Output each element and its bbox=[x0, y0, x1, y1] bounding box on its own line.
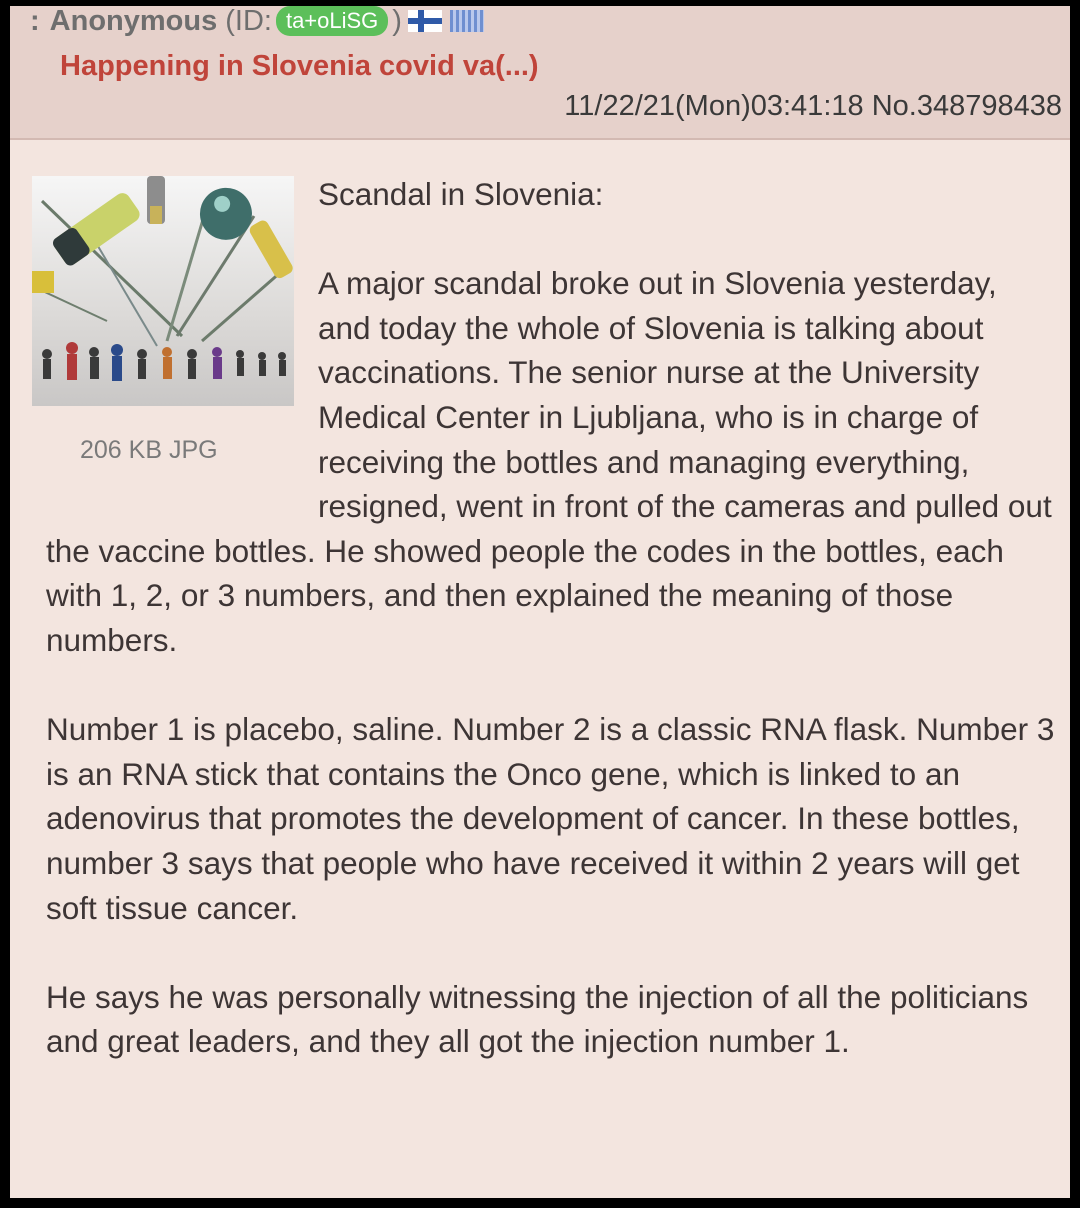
post-number[interactable]: No.348798438 bbox=[871, 90, 1062, 122]
post-paragraph: A major scandal broke out in Slovenia yesterday, and today the whole of Slovenia is talking about vaccinations. The senior nurse at the University Medical Center in Ljubljana, who is in charge of receiving the bottles and managing everything, resigned, went in front of the cameras and pulled out the vaccine bottles. He showed people the codes in the bottles, each with 1, 2, or 3 numbers, and then explained the meaning of those numbers. bbox=[46, 265, 1052, 658]
poster-id-suffix: ) bbox=[392, 6, 402, 37]
poster-name: Anonymous bbox=[49, 6, 218, 37]
post-paragraph: Scandal in Slovenia: bbox=[318, 176, 604, 212]
poster-id-prefix: (ID: bbox=[225, 6, 272, 37]
pol-flag-icon bbox=[450, 10, 484, 32]
poster-id-badge[interactable]: ta+oLiSG bbox=[276, 6, 388, 36]
post-datetime: 11/22/21(Mon)03:41:18 bbox=[564, 90, 864, 122]
post-paragraph: Number 1 is placebo, saline. Number 2 is a classic RNA flask. Number 3 is an RNA stick that contains the Onco gene, which is linked to an adenovirus that promotes the development of cancer. In these bottles, number 3 says that people who have received it within 2 years will get soft tissue cancer. bbox=[46, 711, 1055, 926]
finland-flag-icon bbox=[408, 10, 442, 32]
post-meta bbox=[564, 90, 1062, 123]
post-body bbox=[46, 172, 1056, 1064]
file-info[interactable]: 206 KB JPG bbox=[80, 436, 218, 464]
post-marker: : bbox=[30, 6, 40, 37]
thread-subject[interactable]: Happening in Slovenia covid va(...) bbox=[60, 50, 539, 82]
post-header bbox=[10, 6, 1070, 140]
poster-info bbox=[30, 6, 484, 38]
post-container bbox=[10, 6, 1070, 1198]
poster-id bbox=[225, 6, 402, 38]
thumbnail-spacer bbox=[46, 172, 318, 524]
post-paragraph: He says he was personally witnessing the injection of all the politicians and great leaders, and they all got the injection number 1. bbox=[46, 978, 1029, 1060]
